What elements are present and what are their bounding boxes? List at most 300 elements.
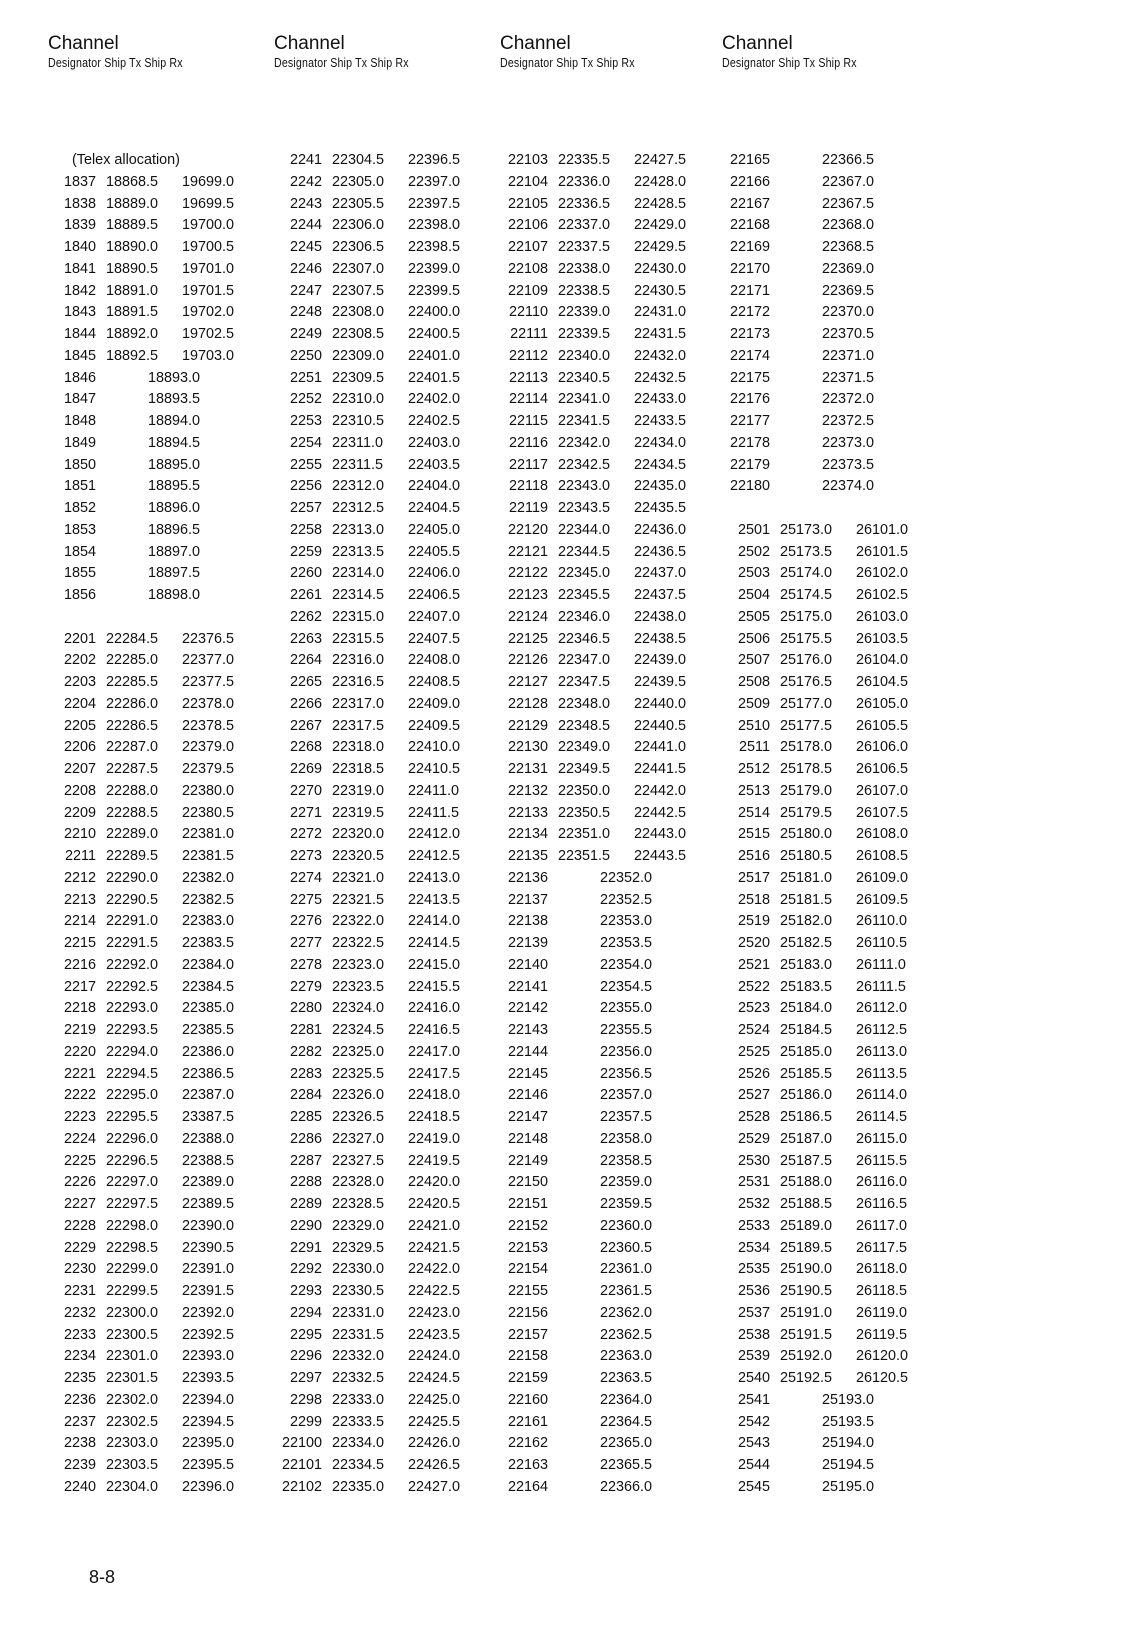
channel-designator: 22136: [507, 869, 548, 886]
ship-rx: 26112.0: [856, 1000, 907, 1017]
ship-tx: 25181.0: [780, 869, 833, 886]
ship-rx: 22409.5: [408, 717, 461, 734]
ship-tx: 22284.5: [106, 630, 159, 647]
ship-tx: 22297.5: [106, 1196, 159, 1212]
allocation-note: (Telex allocation): [72, 152, 180, 168]
ship-tx: 22350.0: [558, 782, 611, 799]
column-subheading: Designator Ship Tx Ship Rx: [48, 56, 183, 70]
table-row: [48, 955, 298, 977]
channel-designator: 2536: [737, 1283, 770, 1299]
simplex-frequency: 22365.0: [600, 1435, 653, 1452]
table-row: [48, 1368, 298, 1390]
channel-designator: 2278: [289, 956, 322, 973]
ship-tx: 22287.5: [106, 761, 159, 777]
ship-tx: 22303.0: [106, 1435, 159, 1452]
ship-rx: 22441.0: [634, 739, 687, 756]
simplex-frequency: 22358.5: [600, 1152, 653, 1169]
table-row: [274, 955, 524, 977]
channel-designator: 2215: [63, 935, 96, 951]
ship-tx: 22326.5: [332, 1109, 385, 1125]
ship-rx: 22408.5: [408, 674, 461, 690]
table-row: [722, 542, 972, 564]
ship-tx: 22294.0: [106, 1043, 159, 1060]
ship-rx: 22443.5: [634, 848, 687, 864]
ship-rx: 22403.0: [408, 434, 461, 451]
channel-designator: 22149: [507, 1152, 548, 1169]
table-row: [500, 1194, 750, 1216]
table-row: [48, 607, 298, 629]
table-row: [722, 433, 972, 455]
ship-rx: 22401.0: [408, 347, 461, 364]
channel-designator: 2282: [289, 1043, 322, 1060]
channel-designator: 1842: [63, 282, 96, 299]
table-row: [48, 1455, 298, 1477]
table-row: [722, 998, 972, 1020]
simplex-frequency: 18894.5: [148, 434, 201, 451]
channel-designator: 2279: [289, 978, 322, 995]
table-row: [500, 716, 750, 738]
ship-tx: 25181.5: [780, 891, 833, 908]
channel-designator: 1838: [63, 195, 96, 212]
ship-tx: 22304.0: [106, 1478, 159, 1495]
channel-designator: 2502: [737, 543, 770, 560]
channel-designator: 22157: [507, 1326, 548, 1343]
ship-rx: 22391.5: [182, 1283, 235, 1299]
ship-rx: 26103.5: [856, 630, 909, 647]
simplex-frequency: 22365.5: [600, 1457, 653, 1473]
channel-designator: 22178: [729, 434, 770, 451]
table-row: [274, 911, 524, 933]
channel-designator: 2253: [289, 413, 322, 429]
ship-tx: 22307.5: [332, 282, 385, 299]
simplex-frequency: 18897.0: [148, 543, 201, 560]
channel-designator: 2542: [737, 1413, 770, 1430]
table-row: [722, 977, 972, 999]
table-row: [722, 781, 972, 803]
ship-rx: 22384.0: [182, 956, 235, 973]
table-row: [722, 846, 972, 868]
table-row: [48, 498, 298, 520]
channel-designator: 2236: [63, 1391, 96, 1408]
table-row: [274, 194, 524, 216]
channel-designator: 22121: [507, 543, 548, 560]
channel-designator: 2299: [289, 1413, 322, 1430]
table-row: [500, 977, 750, 999]
ship-rx: 22391.0: [182, 1261, 235, 1278]
channel-designator: 2513: [737, 782, 770, 799]
table-row: [500, 1129, 750, 1151]
ship-tx: 22327.0: [332, 1130, 385, 1147]
channel-designator: 22134: [507, 826, 548, 843]
ship-tx: 22291.0: [106, 913, 159, 930]
ship-rx: 26113.5: [856, 1065, 907, 1082]
table-row: [722, 1390, 972, 1412]
ship-tx: 22333.0: [332, 1391, 385, 1408]
channel-designator: 2237: [63, 1413, 96, 1430]
ship-tx: 22295.0: [106, 1087, 159, 1104]
ship-rx: 22432.5: [634, 369, 687, 386]
ship-rx: 26114.5: [856, 1109, 907, 1125]
channel-designator: 2537: [737, 1304, 770, 1321]
channel-designator: 22150: [507, 1174, 548, 1191]
channel-designator: 2254: [289, 434, 322, 451]
ship-tx: 22340.0: [558, 347, 611, 364]
channel-designator: 1852: [63, 500, 96, 516]
table-row: [500, 1477, 750, 1499]
channel-designator: 22125: [507, 630, 548, 647]
channel-designator: 22126: [507, 652, 548, 669]
ship-rx: 22390.0: [182, 1217, 235, 1234]
ship-tx: 22294.5: [106, 1065, 159, 1082]
channel-designator: 2270: [289, 782, 322, 799]
ship-tx: 22343.5: [558, 500, 611, 516]
simplex-frequency: 18893.5: [148, 391, 201, 408]
table-row: [48, 1020, 298, 1042]
ship-rx: 22431.5: [634, 326, 687, 342]
channel-designator: 2224: [63, 1130, 96, 1147]
table-row: [274, 324, 524, 346]
channel-designator: 2284: [289, 1087, 322, 1104]
simplex-frequency: 22357.5: [600, 1109, 653, 1125]
ship-tx: 22347.5: [558, 674, 611, 690]
simplex-frequency: 22352.0: [600, 869, 653, 886]
channel-designator: 2530: [737, 1152, 770, 1169]
table-row: [500, 455, 750, 477]
table-row: [48, 824, 298, 846]
table-row: [48, 542, 298, 564]
channel-designator: 2519: [737, 913, 770, 930]
channel-designator: 22142: [507, 1000, 548, 1017]
channel-designator: 1841: [63, 260, 96, 277]
ship-rx: 22440.5: [634, 717, 687, 734]
ship-tx: 25191.0: [780, 1304, 833, 1321]
channel-designator: 2265: [289, 674, 322, 690]
table-row: [722, 1216, 972, 1238]
ship-rx: 26105.0: [856, 695, 909, 712]
ship-tx: 18890.0: [106, 239, 159, 255]
channel-designator: 2507: [737, 652, 770, 669]
table-row: [48, 1346, 298, 1368]
table-row: [48, 172, 298, 194]
channel-designator: 22164: [507, 1478, 548, 1495]
table-row: [500, 346, 750, 368]
table-row: [48, 433, 298, 455]
simplex-frequency: 22364.5: [600, 1413, 653, 1430]
channel-designator: 22123: [507, 587, 548, 603]
ship-tx: 25173.0: [780, 521, 833, 538]
ship-tx: 25188.0: [780, 1174, 833, 1191]
channel-designator: 2528: [737, 1109, 770, 1125]
channel-designator: 1856: [63, 587, 96, 603]
channel-designator: 22156: [507, 1304, 548, 1321]
channel-designator: 2540: [737, 1370, 770, 1386]
ship-rx: 22400.5: [408, 326, 461, 342]
ship-rx: 22437.5: [634, 587, 687, 603]
ship-tx: 25179.5: [780, 804, 833, 821]
ship-rx: 19699.0: [182, 173, 235, 190]
table-row: [48, 585, 298, 607]
table-row: [722, 955, 972, 977]
table-row: [500, 1303, 750, 1325]
channel-designator: 2297: [289, 1370, 322, 1386]
channel-designator: 22152: [507, 1217, 548, 1234]
ship-rx: 22441.5: [634, 761, 687, 777]
channel-designator: 2541: [737, 1391, 770, 1408]
ship-tx: 22315.5: [332, 630, 385, 647]
ship-tx: 22290.0: [106, 869, 159, 886]
ship-tx: 22311.5: [332, 456, 383, 473]
table-row: [500, 955, 750, 977]
table-row: [500, 215, 750, 237]
channel-designator: 2239: [63, 1457, 96, 1473]
table-row: [500, 1238, 750, 1260]
table-row: [500, 737, 750, 759]
table-row: [274, 607, 524, 629]
channel-designator: 22176: [729, 391, 770, 408]
channel-designator: 2229: [63, 1239, 96, 1256]
ship-tx: 22318.0: [332, 739, 385, 756]
table-row: [722, 890, 972, 912]
table-row: [722, 324, 972, 346]
channel-designator: 2517: [737, 869, 770, 886]
ship-tx: 22292.5: [106, 978, 159, 995]
ship-tx: 22305.5: [332, 195, 385, 212]
channel-designator: 2235: [63, 1370, 96, 1386]
ship-rx: 22423.5: [408, 1326, 461, 1343]
simplex-frequency: 22358.0: [600, 1130, 653, 1147]
table-row: [722, 194, 972, 216]
channel-designator: 2209: [63, 804, 96, 821]
table-row: [722, 650, 972, 672]
table-row: [274, 1064, 524, 1086]
table-row: [48, 1477, 298, 1499]
table-row: [722, 1129, 972, 1151]
table-row: [48, 455, 298, 477]
ship-tx: 22312.0: [332, 478, 385, 495]
ship-tx: 25186.0: [780, 1087, 833, 1104]
ship-tx: 22341.5: [558, 413, 611, 429]
ship-tx: 22334.0: [332, 1435, 385, 1452]
ship-rx: 22413.5: [408, 891, 461, 908]
ship-rx: 22412.5: [408, 848, 461, 864]
ship-tx: 22313.5: [332, 543, 385, 560]
ship-rx: 26112.5: [856, 1022, 907, 1038]
table-row: [500, 629, 750, 651]
ship-tx: 22314.5: [332, 587, 385, 603]
ship-rx: 22425.0: [408, 1391, 461, 1408]
channel-designator: 2525: [737, 1043, 770, 1060]
ship-tx: 22302.5: [106, 1413, 159, 1430]
ship-tx: 22315.0: [332, 608, 385, 625]
ship-tx: 22309.0: [332, 347, 385, 364]
table-row: [274, 1325, 524, 1347]
simplex-frequency: 18895.0: [148, 456, 201, 473]
ship-rx: 22411.5: [408, 804, 459, 821]
ship-rx: 26113.0: [856, 1043, 907, 1060]
table-row: [48, 346, 298, 368]
ship-rx: 22413.0: [408, 869, 461, 886]
ship-tx: 22332.0: [332, 1348, 385, 1365]
table-row: [48, 1085, 298, 1107]
channel-designator: 22162: [507, 1435, 548, 1452]
simplex-frequency: 25195.0: [822, 1478, 875, 1495]
ship-tx: 22336.0: [558, 173, 611, 190]
channel-designator: 2538: [737, 1326, 770, 1343]
channel-designator: 2217: [63, 978, 96, 995]
ship-rx: 22414.5: [408, 935, 461, 951]
table-row: [48, 476, 298, 498]
table-row: [722, 1368, 972, 1390]
channel-designator: 22138: [507, 913, 548, 930]
ship-rx: 26107.5: [856, 804, 909, 821]
ship-tx: 25183.5: [780, 978, 833, 995]
channel-designator: 2243: [289, 195, 322, 212]
ship-rx: 22433.0: [634, 391, 687, 408]
channel-designator: 2273: [289, 848, 322, 864]
ship-tx: 25184.0: [780, 1000, 833, 1017]
table-row: [48, 781, 298, 803]
channel-designator: 22168: [729, 217, 770, 234]
ship-rx: 22417.0: [408, 1043, 461, 1060]
channel-designator: 22161: [507, 1413, 548, 1430]
ship-tx: 22312.5: [332, 500, 385, 516]
ship-tx: 22311.0: [332, 434, 383, 451]
ship-rx: 22434.0: [634, 434, 687, 451]
ship-rx: 22415.5: [408, 978, 461, 995]
ship-rx: 22389.0: [182, 1174, 235, 1191]
ship-rx: 22383.5: [182, 935, 235, 951]
simplex-frequency: 22357.0: [600, 1087, 653, 1104]
ship-tx: 22298.0: [106, 1217, 159, 1234]
ship-tx: 18868.5: [106, 173, 159, 190]
table-row: [722, 476, 972, 498]
ship-rx: 22397.5: [408, 195, 461, 212]
ship-rx: 22384.5: [182, 978, 235, 995]
channel-designator: 2245: [289, 239, 322, 255]
ship-rx: 22418.5: [408, 1109, 461, 1125]
table-row: [48, 563, 298, 585]
ship-rx: 26120.0: [856, 1348, 909, 1365]
ship-tx: 25175.0: [780, 608, 833, 625]
ship-rx: 22436.0: [634, 521, 687, 538]
channel-designator: 2255: [289, 456, 322, 473]
ship-tx: 25173.5: [780, 543, 833, 560]
table-row: [48, 672, 298, 694]
ship-tx: 22324.0: [332, 1000, 385, 1017]
table-row: [48, 1151, 298, 1173]
ship-rx: 22416.5: [408, 1022, 461, 1038]
table-row: [500, 1216, 750, 1238]
table-row: [274, 716, 524, 738]
ship-tx: 22285.5: [106, 674, 159, 690]
ship-rx: 26119.0: [856, 1304, 907, 1321]
table-row: [500, 1042, 750, 1064]
ship-rx: 22426.5: [408, 1457, 461, 1473]
ship-tx: 22299.0: [106, 1261, 159, 1278]
channel-designator: 2210: [63, 826, 96, 843]
simplex-frequency: 22364.0: [600, 1391, 653, 1408]
table-row: [48, 1042, 298, 1064]
table-row: [500, 998, 750, 1020]
table-row: [274, 455, 524, 477]
ship-rx: 26104.0: [856, 652, 909, 669]
ship-tx: 22337.0: [558, 217, 611, 234]
ship-rx: 26118.0: [856, 1261, 907, 1278]
table-row: [500, 542, 750, 564]
channel-designator: 2508: [737, 674, 770, 690]
channel-designator: 22109: [507, 282, 548, 299]
table-row: [500, 607, 750, 629]
channel-heading: Channel: [722, 33, 793, 54]
table-row: [722, 498, 972, 520]
table-row: [722, 411, 972, 433]
ship-rx: 26116.5: [856, 1196, 907, 1212]
channel-designator: 22160: [507, 1391, 548, 1408]
table-row: [48, 281, 298, 303]
channel-designator: 22172: [729, 304, 770, 321]
ship-rx: 22380.5: [182, 804, 235, 821]
table-row: [48, 1412, 298, 1434]
channel-designator: 2276: [289, 913, 322, 930]
table-row: [722, 1085, 972, 1107]
channel-designator: 22171: [729, 282, 770, 299]
ship-rx: 22386.5: [182, 1065, 235, 1082]
ship-rx: 26101.5: [856, 543, 909, 560]
ship-tx: 22310.0: [332, 391, 385, 408]
ship-tx: 22300.5: [106, 1326, 159, 1343]
ship-tx: 22348.5: [558, 717, 611, 734]
ship-rx: 22437.0: [634, 565, 687, 582]
table-row: [500, 433, 750, 455]
table-row: [274, 1172, 524, 1194]
channel-designator: 2208: [63, 782, 96, 799]
table-row: [274, 868, 524, 890]
ship-tx: 22292.0: [106, 956, 159, 973]
channel-designator: 22143: [507, 1022, 548, 1038]
channel-designator: 2256: [289, 478, 322, 495]
ship-tx: 22301.0: [106, 1348, 159, 1365]
channel-designator: 2522: [737, 978, 770, 995]
channel-designator: 2238: [63, 1435, 96, 1452]
ship-rx: 22393.0: [182, 1348, 235, 1365]
table-row: [722, 933, 972, 955]
ship-tx: 25177.5: [780, 717, 833, 734]
channel-designator: 2294: [289, 1304, 322, 1321]
table-row: [722, 1194, 972, 1216]
channel-designator: 1844: [63, 326, 96, 342]
channel-designator: 2258: [289, 521, 322, 538]
simplex-frequency: 18898.0: [148, 587, 201, 603]
simplex-frequency: 18896.0: [148, 500, 201, 516]
channel-designator: 2534: [737, 1239, 770, 1256]
simplex-frequency: 22369.5: [822, 282, 875, 299]
channel-designator: 22119: [509, 500, 548, 516]
ship-tx: 22288.0: [106, 782, 159, 799]
table-row: [274, 542, 524, 564]
ship-tx: 22288.5: [106, 804, 159, 821]
table-row: [274, 803, 524, 825]
table-row: [722, 1433, 972, 1455]
channel-designator: 2252: [289, 391, 322, 408]
ship-rx: 22429.5: [634, 239, 687, 255]
table-row: [500, 1107, 750, 1129]
channel-designator: 2501: [737, 521, 770, 538]
channel-designator: 22128: [507, 695, 548, 712]
simplex-frequency: 22355.5: [600, 1022, 653, 1038]
channel-designator: 22141: [507, 978, 548, 995]
ship-tx: 22332.5: [332, 1370, 385, 1386]
ship-tx: 22302.0: [106, 1391, 159, 1408]
